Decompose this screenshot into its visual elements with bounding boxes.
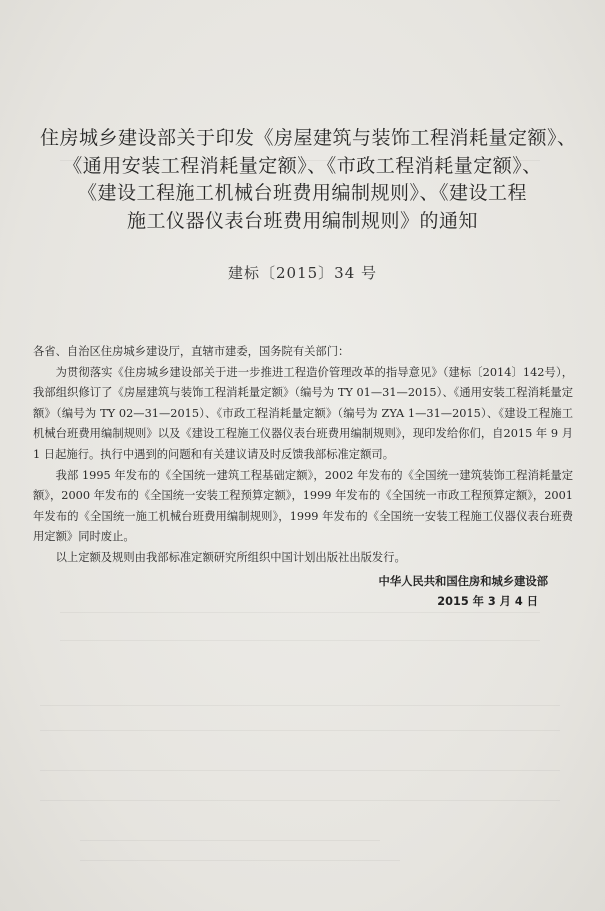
title-line: 住房城乡建设部关于印发《房屋建筑与装饰工程消耗量定额》、 (40, 127, 577, 149)
document-number: 建标〔2015〕34 号 (227, 264, 378, 282)
issue-date: 2015 年 3 月 4 日 (437, 595, 538, 608)
issuer-name: 中华人民共和国住房和城乡建设部 (378, 575, 548, 588)
title-line: 施工仪器仪表台班费用编制规则》的通知 (126, 209, 478, 232)
title-line: 《通用安装工程消耗量定额》、《市政工程消耗量定额》、 (63, 154, 542, 177)
salutation: 各省、自治区住房城乡建设厅，直辖市建委，国务院有关部门： (33, 345, 350, 358)
body-paragraph: 为贯彻落实《住房城乡建设部关于进一步推进工程造价管理改革的指导意见》（建标〔2014〕142号），我部组织修订了《房屋建筑与装饰工程消耗量定额》（编号为 TY 01—31—2015）、《通用安装工程消耗量定额》（编号为 TY 02—31—2015）、《市政工程消耗量定额》（编号为 ZYA 1—31—2015）、《建设工程施工机械台班费用编制规则》以及《建设工程施工仪器仪表台班费用编制规则》，现印发给你们，自2015 年 9 月 1 日起施行。执行中遇到的问题和有关建议请及时反馈我部标准定额司。 (33, 365, 573, 461)
body-paragraph: 以上定额及规则由我部标准定额研究所组织中国计划出版社出版发行。 (55, 550, 406, 564)
notice-body (33, 342, 573, 569)
title-line: 《建设工程施工机械台班费用编制规则》、《建设工程 (77, 182, 527, 204)
body-paragraph: 我部 1995 年发布的《全国统一建筑工程基础定额》，2002 年发布的《全国统一建筑装饰工程消耗量定额》，2000 年发布的《全国统一安装工程预算定额》，1999 年发布的《全国统一市政工程预算定额》，2001 年发布的《全国统一施工机械台班费用编制规则》，1999 年发布的《全国统一安装工程施工仪器仪表台班费用定额》同时废止。 (33, 468, 573, 544)
notice-title (40, 125, 577, 235)
signature-block (379, 572, 548, 612)
